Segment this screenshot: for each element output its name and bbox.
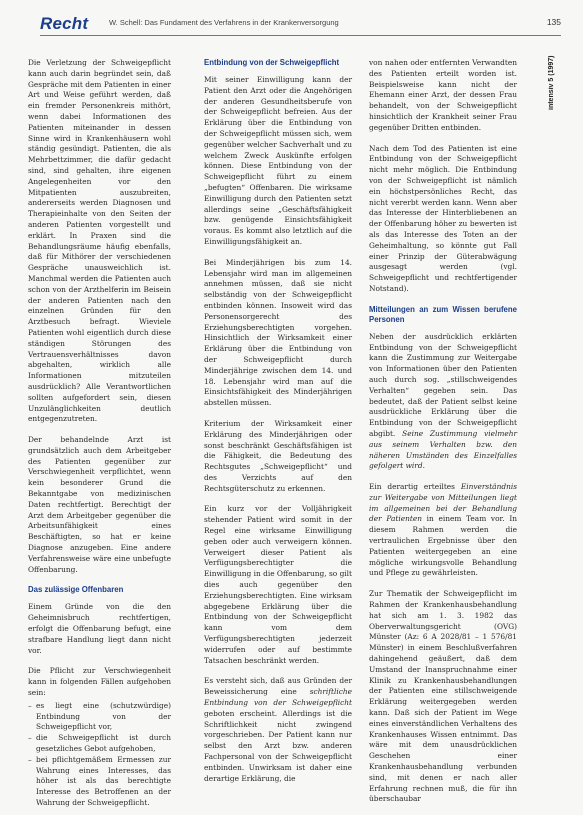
list-item: – die Schweigepflicht ist durch gesetzliches Gebot aufgehoben, xyxy=(36,733,171,755)
text-run: Es versteht sich, daß aus Gründen der Beweissicherung eine xyxy=(204,676,352,697)
text-run: Neben der ausdrücklich erklärten Entbindung von der Schweigepflicht kann die Zustimmung zur Weitergabe von Informationen über den Patienten auch durch sog. „stillschweigendes Verhalten“ gegeben sein. Das bedeutet, daß der Patient selbst keine ausdrückliche Erklärung über die Entbindung von der Schweigepflicht abgibt. xyxy=(369,331,517,438)
paragraph: Die Verletzung der Schweigepflicht kann auch darin begründet sein, daß Gespräche mit dem Patienten in einer Art und Weise geführt werden, daß ein fremder Personenkreis mithört, wenn dabei Informationen des Patienten miteinander in dessen Sinne wird in Krankenhäusern wohl ständig gesündigt. Patienten, die als Mehrbettzimmer, die dafür gedacht sind, sind gehalten, ihre eigenen Angelegenheiten vor den Mitpatienten auszubreiten, andererseits werden Diagnosen und Therapieinhalte von den Seiten der anderen Patienten vorgestellt und erklärt. In Praxen sind die Behandlungsräume häufig ebenfalls, daß für Mithörer der verschiedenen Gespräche unausweichlich ist. Manchmal werden die Patienten auch schon von der Arzthelferin im Beisein der anderen Patienten nach den einzelnen Gründen für den Arztbesuch befragt. Wieviele Patienten wohl eigentlich durch diese ständigen Störungen des Vertrauensverhältnisses davon abgehalten, wirklich alle Informationen mitzuteilen ausdrücklich? Alle Verantwortlichen sollten aufgefordert sein, diesen Unzulänglichkeiten deutlich entgegenzutreten. xyxy=(28,58,171,424)
subheading-mitteilungen: Mitteilungen an zum Wissen berufene Personen xyxy=(369,304,517,324)
emphasis: schriftliche Entbindung von der Schweigepflicht xyxy=(204,687,352,708)
paragraph xyxy=(369,332,517,472)
paragraph: Die Pflicht zur Verschwiegenheit kann in folgenden Fällen aufgehoben sein: xyxy=(28,666,171,698)
paragraph: Der behandelnde Arzt ist grundsätzlich auch dem Arbeitgeber des Patienten gegenüber zur Verschwiegenheit verpflichtet, wenn kein besonderer Grund die Bekanntgabe von medizinischen Daten rechtfertigt. Berechtigt der Arzt dem Arbeitgeber gegenüber die Arbeitsunfähigkeit eines Beschäftigten, so hat er keine Diagnose anzugeben. Eine andere Verfahrensweise wäre eine unbefugte Offenbarung. xyxy=(28,435,171,574)
bullet-list xyxy=(28,701,171,809)
list-item: – bei pflichtgemäßem Ermessen zur Wahrung eines Interesses, das höher ist als das berechtigte Interesse des Betroffenen an der Wahrung der Schweigepflicht. xyxy=(36,755,171,809)
running-head: W. Schell: Das Fundament des Verfahrens in der Krankenversorgung xyxy=(109,18,339,27)
paragraph: Bei Minderjährigen bis zum 14. Lebensjahr wird man im allgemeinen annehmen müssen, daß sie nicht selbständig von der Schweigepflicht entbinden können. Insoweit wird das Personensorgerecht des Erziehungsberechtigten vorgehen. Hinsichtlich der Wirksamkeit einer Erklärung über die Entbindung von der Schweigepflicht durch Minderjährige zwischen dem 14. und 18. Lebensjahr wird man auf die Einsichtsfähigkeit des Minderjährigen abstellen müssen. xyxy=(204,257,352,408)
subheading-offenbaren: Das zulässige Offenbaren xyxy=(28,585,124,595)
paragraph: von nahen oder entfernten Verwandten des Patienten erteilt worden ist. Beispielsweise kann nicht der Ehemann einer Arzt, der dessen Frau behandelt, von der Schweigepflicht hinsichtlich der Krankheit seiner Frau gegenüber Dritten entbinden. xyxy=(369,58,517,132)
text-column-1 xyxy=(28,58,171,815)
text-run: geboten erscheint. Allerdings ist die Schriftlichkeit nicht zwingend vorgeschrieben. Der Patient kann nur selbst den Arzt bzw. anderen Fachpersonal von der Schweigepflicht entbinden. Unwirksam ist daher eine derartige Erklärung, die xyxy=(204,708,352,783)
page-header xyxy=(0,0,583,40)
subheading-entbindung: Entbindung von der Schweigepflicht xyxy=(204,58,340,67)
paragraph xyxy=(204,676,352,784)
text-column-2 xyxy=(204,58,352,794)
paragraph: Zur Thematik der Schweigepflicht im Rahmen der Krankenhausbehandlung hat sich am 1. 3. 1982 das Oberverwaltungsgericht (OVG) Münster (Az: 6 A 2028/81 – 1 576/81 Münster) in einem Beschlußverfahren dahingehend geäußert, daß dem Umstand der Inanspruchnahme einer Klinik zu Krankenhausbehandlungen der Patienten eine stillschweigende Erklärung weitergegeben werden kann. Daß sich der Patient im Wege eines einverständlichen Verhaltens des Krankenhauses Wissen entnimmt. Das wäre mit dem unausdrücklichen Geschehen einer Krankenhausbehandlung verbunden sind, mit denen er nach aller Erfahrung rechnen muß, die für ihn überschaubar xyxy=(369,589,517,804)
paragraph: Mit seiner Einwilligung kann der Patient den Arzt oder die Angehörigen der anderen Gesundheitsberufe von der Schweigepflicht befreien. Aus der Erklärung über die Entbindung von der Schweigepflicht müssen sich, wem gegenüber welcher Sachverhalt und zu welchem Zweck Auskünfte erfolgen können. Diese Entbindung von der Schweigepflicht führt zu einem „befugten“ Offenbaren. Die wirksame Einwilligung durch den Patienten setzt allerdings seine „Geschäftsfähigkeit bzw. genügende Einsichtsfähigkeit voraus. Es kommt also letztlich auf die Einwilligungsfähigkeit an. xyxy=(204,75,352,246)
emphasis: Seine Zustimmung vielmehr aus seinem Verhalten bzw. den näheren Umständen des Einzelfalles gefolgert wird. xyxy=(369,428,518,471)
paragraph: Ein kurz vor der Volljährigkeit stehender Patient wird somit in der Regel eine wirksame Einwilligung geben oder auch verweigern können. Verweigert dieser Patient als Verfügungsberechtigter die Einwilligung in die Offenbarung, so gilt dies auch gegenüber den Erziehungsberechtigten. Eine wirksam abgegebene Erklärung über die Entbindung von der Schweigepflicht kann vom dem Verfügungsberechtigten jederzeit widerrufen oder auf bestimmte Tatsachen beschränkt werden. xyxy=(204,504,353,665)
text-column-3 xyxy=(369,58,517,815)
section-title: Recht xyxy=(40,14,89,33)
header-rule xyxy=(40,35,561,36)
page-number: 135 xyxy=(546,17,561,27)
journal-side-label: intensiv 5 (1997) xyxy=(548,55,555,110)
paragraph: Kriterium der Wirksamkeit einer Erklärung des Minderjährigen oder sonst beschränkt Geschäftsfähigen ist die Fähigkeit, die Bedeutung des Rechtsgutes „Schweigepflicht“ und des Verzichts auf den Rechtsgüterschutz zu erkennen. xyxy=(204,418,352,493)
text-run: in einem Team vor. In diesem Rahmen werden die vertraulichen Ergebnisse über den Patienten weitergegeben an eine mögliche wirkungsvolle Behandlung und Pflege zu gewährleisten. xyxy=(369,514,518,578)
emphasis: Einverständnis zur Weitergabe von Mitteilungen liegt im allgemeinen bei der Behandlung der Patienten xyxy=(369,482,517,524)
paragraph: Nach dem Tod des Patienten ist eine Entbindung von der Schweigepflicht nicht mehr möglich. Die Entbindung von der Schweigepflicht ist nämlich ein höchstpersönliches Recht, das nicht vererbt werden kann. Wenn aber das Interesse der Hinterbliebenen an der Offenbarung höher zu bewerten ist als das Interesse des Toten an der Geheimhaltung, so könnte gut Fall einer Prinzip der Güterabwägung ausgesagt werden (vgl. Schweigepflicht und rechtfertigender Notstand). xyxy=(369,143,517,293)
paragraph xyxy=(369,482,517,579)
paragraph: Einem Gründe von die den Geheimnisbruch rechtfertigen, erfolgt die Offenbarung befugt, eine strafbare Handlung liegt dann nicht vor. xyxy=(28,602,171,655)
list-item: – es liegt eine (schutzwürdige) Entbindung von der Schweigepflicht vor, xyxy=(36,701,171,733)
text-run: Ein derartig erteiltes xyxy=(369,482,461,492)
